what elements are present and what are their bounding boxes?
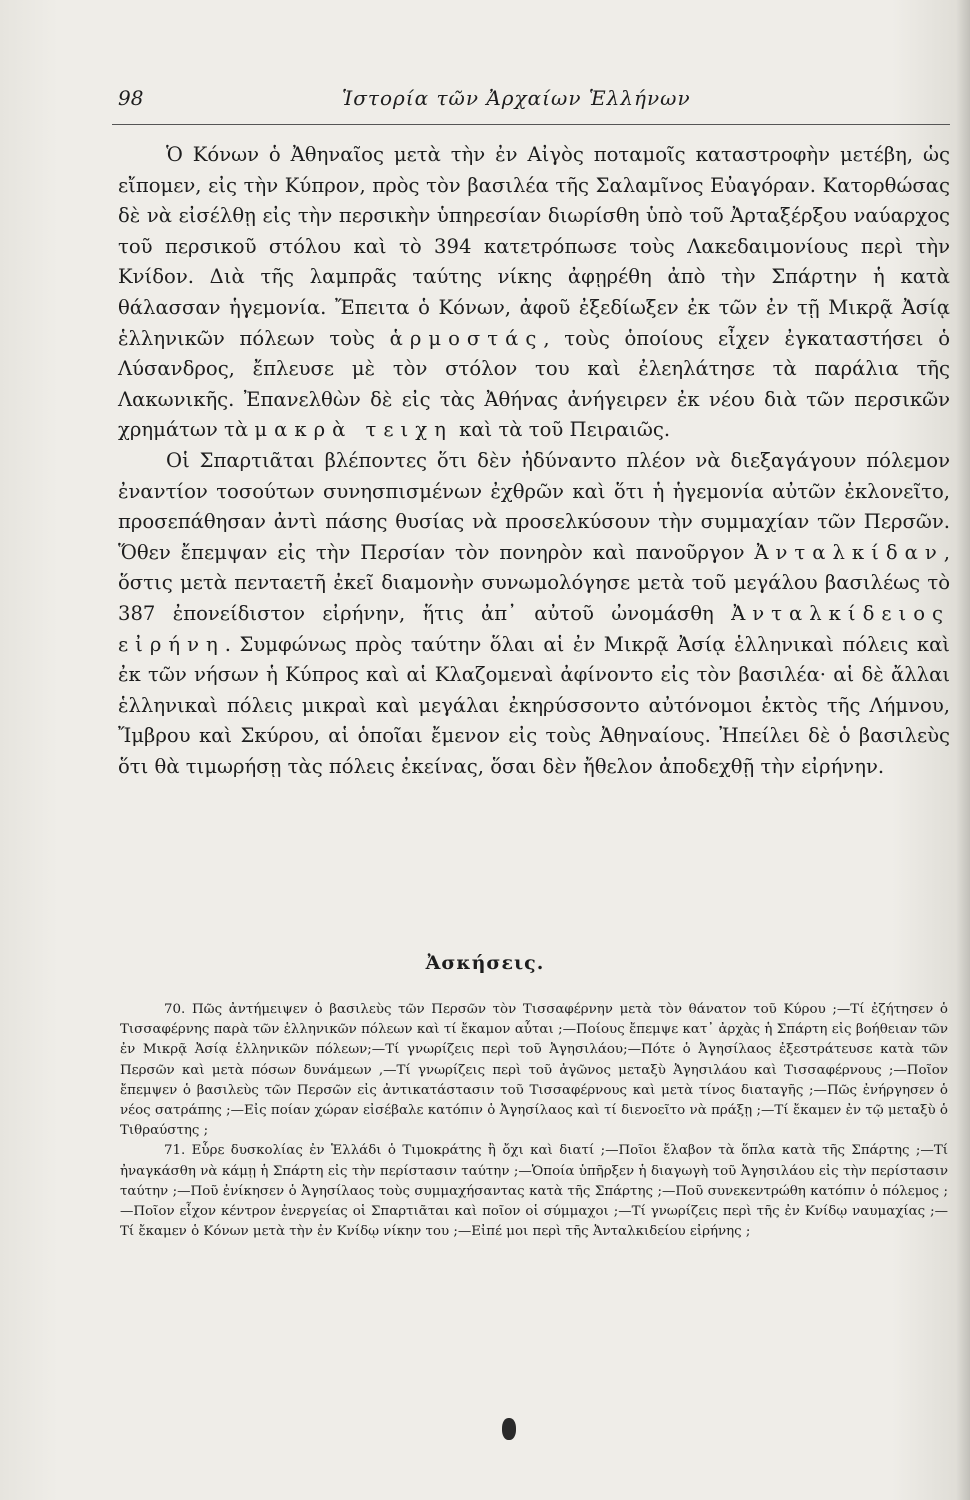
emphasis-antalkidan: Ἀνταλκίδαν (754, 540, 944, 564)
emphasis-antalkideios-eirini: Ἀνταλκίδειος εἰρήνη (118, 601, 950, 656)
exercises-heading: Ἀσκήσεις. (425, 952, 545, 974)
paragraph-spartans-part-2: , ὅστις μετὰ πενταετῆ ἐκεῖ διαμονὴν συνωμολόγησε μετὰ τοῦ μεγάλου βασιλέως τὸ 387 ἐπονείδιστον εἰρήνην, ἥτις ἀπ᾿ αὐτοῦ ὠνομάσθη (118, 540, 950, 625)
page-number: 98 (118, 86, 144, 110)
emphasis-harmostas: ἁρμοστάς (389, 326, 544, 350)
running-title: Ἱστορία τῶν Ἀρχαίων Ἑλλήνων (342, 86, 691, 110)
page-header (118, 86, 948, 120)
paragraph-konon-part-3: καὶ τὰ τοῦ Πειραιῶς. (452, 418, 671, 442)
paragraph-konon-part-2: , τοὺς ὁποίους εἶχεν ἐγκαταστήσει ὁ Λύσανδρος, ἔπλευσε μὲ τὸν στόλον του καὶ ἐλεηλάτησε τὰ παράλια τῆς Λακωνικῆς. Ἐπανελθὼν δὲ εἰς τὰς Ἀθήνας ἀνήγειρεν ἐκ νέου διὰ τῶν περσικῶν χρημάτων τὰ (118, 326, 950, 442)
main-text (118, 140, 950, 782)
exercise-70: 70. Πῶς ἀντήμειψεν ὁ βασιλεὺς τῶν Περσῶν τὸν Τισσαφέρνην μετὰ τὸν θάνατον τοῦ Κύρου ;—Τί ἐζήτησεν ὁ Τισσαφέρνης παρὰ τῶν ἑλληνικῶν πόλεων καὶ τί ἔκαμον αὗται ;—Ποίους ἔπεμψε κατ᾿ ἀρχὰς ἡ Σπάρτη εἰς βοήθειαν τῶν ἐν Μικρᾷ Ἀσίᾳ ἑλληνικῶν πόλεων;—Τί γνωρίζεις περὶ τοῦ Ἀγησιλάου;—Πότε ὁ Ἀγησίλαος ἐξεστράτευσε κατὰ τῶν Περσῶν καὶ μετὰ πόσων δυνάμεων ,—Τί γνωρίζεις περὶ τοῦ ἀγῶνος μεταξὺ Ἀγησιλάου καὶ Τισσαφέρνους ;—Ποῖον ἔπεμψεν ὁ βασιλεὺς τῶν Περσῶν εἰς ἀντικατάστασιν τοῦ Τισσαφέρνους καὶ μετὰ τίνος διαταγῆς ;—Πῶς ἐνήργησεν ὁ νέος σατράπης ;—Εἰς ποίαν χώραν εἰσέβαλε κατόπιν ὁ Ἀγησίλαος καὶ τί διενοεῖτο νὰ πράξῃ ;—Τί ἔκαμεν ἐν τῷ μεταξὺ ὁ Τιθραύστης ; (120, 1002, 948, 1139)
paragraph-spartans-part-1: Οἱ Σπαρτιᾶται βλέποντες ὅτι δὲν ἠδύναντο πλέον νὰ διεξαγάγουν πόλεμον ἐναντίον τοσούτων συνησπισμένων ἐχθρῶν καὶ ὅτι ἡ ἡγεμονία αὐτῶν ἐκλονεῖτο, προσεπάθησαν ἀντὶ πάσης θυσίας νὰ προσελκύσουν τὴν συμμαχίαν τῶν Περσῶν. Ὅθεν ἔπεμψαν εἰς τὴν Περσίαν τὸν πονηρὸν καὶ πανοῦργον (118, 448, 950, 564)
exercise-71: 71. Εὗρε δυσκολίας ἐν Ἑλλάδι ὁ Τιμοκράτης ἢ ὄχι καὶ διατί ;—Ποῖοι ἔλαβον τὰ ὅπλα κατὰ τῆς Σπάρτης ;—Τί ἠναγκάσθη νὰ κάμῃ ἡ Σπάρτη εἰς τὴν περίστασιν ταύτην ;—Ὁποία ὑπῆρξεν ἡ διαγωγὴ τοῦ Ἀγησιλάου εἰς τὴν περίστασιν ταύτην ;—Ποῦ ἐνίκησεν ὁ Ἀγησίλαος τοὺς συμμαχήσαντας κατὰ τῆς Σπάρτης ;—Ποῦ συνεκεντρώθη κατόπιν ὁ πόλεμος ;—Ποῖον εἶχον κέντρον ἐνεργείας οἱ Σπαρτιᾶται καὶ ποῖον οἱ σύμμαχοι ;—Τί γνωρίζεις περὶ τῆς ἐν Κνίδῳ ναυμαχίας ;—Τί ἔκαμεν ὁ Κόνων μετὰ τὴν ἐν Κνίδῳ νίκην του ;—Εἰπέ μοι περὶ τῆς Ἀνταλκιδείου εἰρήνης ; (120, 1143, 948, 1240)
header-rule (112, 124, 950, 125)
paragraph-spartans-part-3: . Συμφώνως πρὸς ταύτην ὅλαι αἱ ἐν Μικρᾷ Ἀσίᾳ ἑλληνικαὶ πόλεις καὶ ἐκ τῶν νήσων ἡ Κύπρος καὶ αἱ Κλαζομεναὶ ἀφίνοντο εἰς τὸν βασιλέα· αἱ δὲ ἄλλαι ἑλληνικαὶ πόλεις μικραὶ καὶ μεγάλαι ἐκηρύσσοντο αὐτόνομοι ἐκτὸς τῆς Λήμνου, Ἴμβρου καὶ Σκύρου, αἱ ὁποῖαι ἔμενον εἰς τοὺς Ἀθηναίους. Ἠπείλει δὲ ὁ βασιλεὺς ὅτι θὰ τιμωρήσῃ τὰς πόλεις ἐκείνας, ὅσαι δὲν ἤθελον ἀποδεχθῇ τὴν εἰρήνην. (118, 632, 950, 778)
page-edge-shadow (956, 0, 970, 1500)
exercises-block (120, 1000, 948, 1242)
ink-blot (502, 1418, 516, 1440)
paragraph-konon-part-1: Ὁ Κόνων ὁ Ἀθηναῖος μετὰ τὴν ἐν Αἰγὸς ποταμοῖς καταστροφὴν μετέβη, ὡς εἴπομεν, εἰς τὴν Κύπρον, πρὸς τὸν βασιλέα τῆς Σαλαμῖνος Εὐαγόραν. Κατορθώσας δὲ νὰ εἰσέλθῃ εἰς τὴν περσικὴν ὑπηρεσίαν διωρίσθη ὑπὸ τοῦ Ἀρταξέρξου ναύαρχος τοῦ περσικοῦ στόλου καὶ τὸ 394 κατετρόπωσε τοὺς Λακεδαιμονίους περὶ τὴν Κνίδον. Διὰ τῆς λαμπρᾶς ταύτης νίκης ἀφῃρέθη ἀπὸ τὴν Σπάρτην ἡ κατὰ θάλασσαν ἡγεμονία. Ἔπειτα ὁ Κόνων, ἀφοῦ ἐξεδίωξεν ἐκ τῶν ἐν τῇ Μικρᾷ Ἀσίᾳ ἑλληνικῶν πόλεων τοὺς (118, 143, 950, 350)
emphasis-makra-teichi: μακρὰ τειχη (254, 418, 453, 442)
paragraph-spartans (118, 446, 950, 783)
paragraph-konon (118, 140, 950, 446)
